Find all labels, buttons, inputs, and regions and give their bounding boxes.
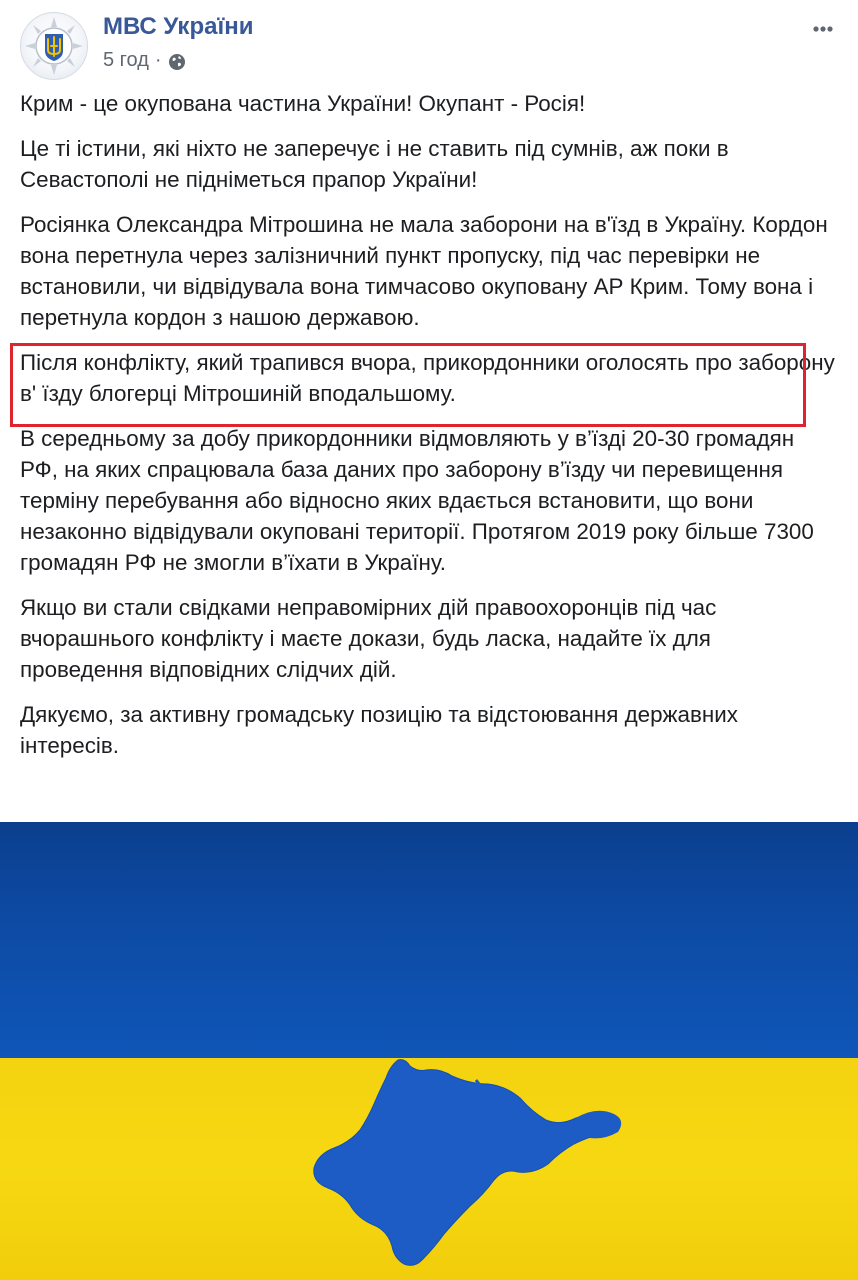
post-header <box>20 12 838 76</box>
post-paragraph: В середньому за добу прикордонники відмовляють у в’їзді 20-30 громадян РФ, на яких спрацювала база даних про заборону в’їзду чи перевищення терміну перебування або відносно яких вдається встановити, що вони незаконно відвідували окуповані території. Протягом 2019 року більше 7300 громадян РФ не змогли в’їхати в Україну. <box>20 426 814 575</box>
trident-emblem-icon <box>21 13 87 79</box>
red-highlight-box <box>10 343 806 427</box>
more-options-icon <box>808 14 838 44</box>
post-timestamp[interactable]: 5 год <box>103 49 149 71</box>
post-paragraph: Якщо ви стали свідками неправомірних дій правоохоронців під час вчорашнього конфлікту і маєте докази, будь ласка, надайте їх для проведення відповідних слідчих дій. <box>20 595 717 682</box>
post-body <box>20 88 838 775</box>
globe-icon[interactable] <box>168 51 186 69</box>
post-paragraph: Це ті істини, які ніхто не заперечує і не ставить під сумнів, аж поки в Севастополі не підніметься прапор України! <box>20 136 729 192</box>
post-paragraph: Росіянка Олександра Мітрошина не мала заборони на в'їзд в Україну. Кордон вона перетнула через залізничний пункт пропуску, під час перевірки не встановили, чи відвідувала вона тимчасово окуповану АР Крим. Тому вона і перетнула кордон з нашою державою. <box>20 212 828 330</box>
highlighted-paragraph: Після конфлікту, який трапився вчора, прикордонники оголосять про заборону в' їзду блогерці Мітрошиній вподальшому. <box>20 350 835 406</box>
post-paragraph: Крим - це окупована частина України! Окупант - Росія! <box>20 91 586 116</box>
meta-separator: · <box>154 49 162 71</box>
post-meta <box>103 46 186 74</box>
crimea-map-icon <box>0 822 858 1280</box>
post-image[interactable] <box>0 822 858 1280</box>
page-name-link[interactable]: МВС України <box>103 13 254 40</box>
page-avatar[interactable] <box>20 12 88 80</box>
post-paragraph: Дякуємо, за активну громадську позицію та відстоювання державних інтересів. <box>20 702 738 758</box>
more-options-button[interactable] <box>808 14 838 44</box>
